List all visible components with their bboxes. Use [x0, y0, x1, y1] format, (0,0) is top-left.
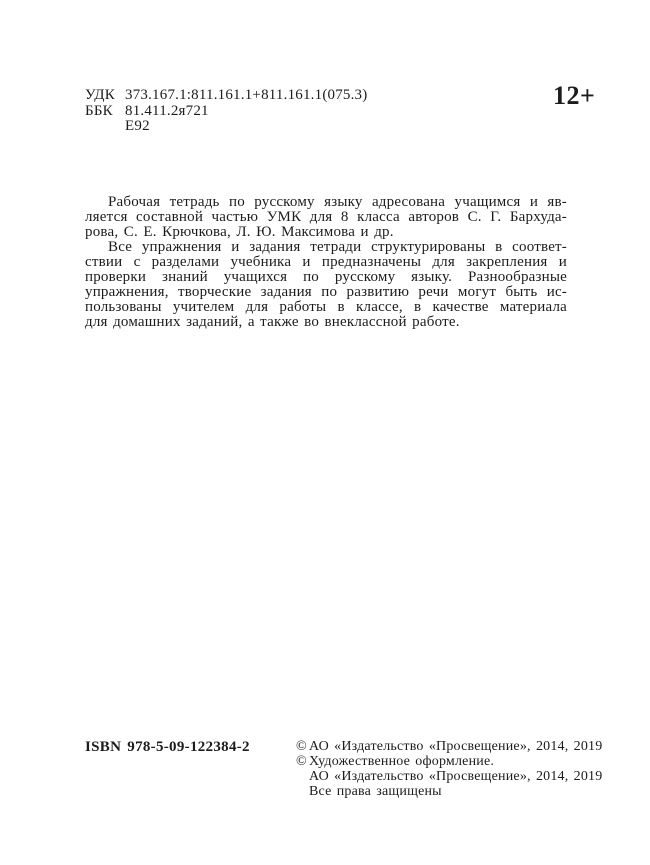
udc-value: 373.167.1:811.161.1+811.161.1(075.3): [125, 87, 368, 103]
copyright-text: Художественное оформление.: [309, 754, 495, 769]
author-code-spacer: [85, 119, 125, 135]
classification-codes-block: [85, 88, 367, 135]
copyright-symbol: [296, 784, 309, 799]
annotation-line: упражнения, творческие задания по развитию речи могут быть ис-: [85, 284, 567, 300]
annotation-line: ляется составной частью УМК для 8 класса авторов С. Г. Бархуда-: [85, 209, 567, 225]
copyright-line: [296, 739, 602, 754]
annotation-paragraph-1: [85, 195, 567, 240]
udc-label: УДК: [85, 87, 115, 103]
annotation-line: Все упражнения и задания тетради структурированы в соответ-: [108, 239, 567, 255]
copyright-symbol: ©: [296, 739, 307, 754]
annotation-line: рова, С. Е. Крючкова, Л. Ю. Максимова и др.: [85, 224, 394, 240]
copyright-block: [296, 739, 602, 799]
copyright-line: [296, 784, 602, 799]
bbk-line: [85, 104, 367, 120]
annotation-line: ствии с разделами учебника и предназначены для закрепления и: [85, 254, 567, 270]
copyright-text: АО «Издательство «Просвещение», 2014, 2019: [309, 769, 603, 784]
bbk-label: ББК: [85, 102, 113, 119]
bbk-value: 81.411.2я721: [125, 102, 209, 119]
isbn: ISBN 978-5-09-122384-2: [85, 739, 250, 755]
annotation-block: [85, 195, 567, 330]
copyright-text: Все права защищены: [309, 784, 442, 799]
annotation-line: Рабочая тетрадь по русскому языку адресована учащимся и яв-: [108, 194, 567, 210]
copyright-text: АО «Издательство «Просвещение», 2014, 2019: [309, 739, 603, 754]
annotation-paragraph-2: [85, 240, 567, 330]
age-rating-badge: 12+: [553, 81, 596, 110]
annotation-line: пользованы учителем для работы в классе, в качестве материала: [85, 299, 567, 315]
udc-line: [85, 88, 367, 104]
annotation-line: проверки знаний учащихся по русскому языку. Разнообразные: [85, 269, 567, 285]
copyright-symbol: ©: [296, 754, 307, 769]
author-code-line: [85, 119, 367, 135]
copyright-line: [296, 754, 602, 769]
author-code: Е92: [125, 118, 150, 134]
copyright-line: [296, 769, 602, 784]
copyright-symbol: [296, 769, 309, 784]
annotation-line: для домашних заданий, а также во внеклассной работе.: [85, 314, 460, 330]
